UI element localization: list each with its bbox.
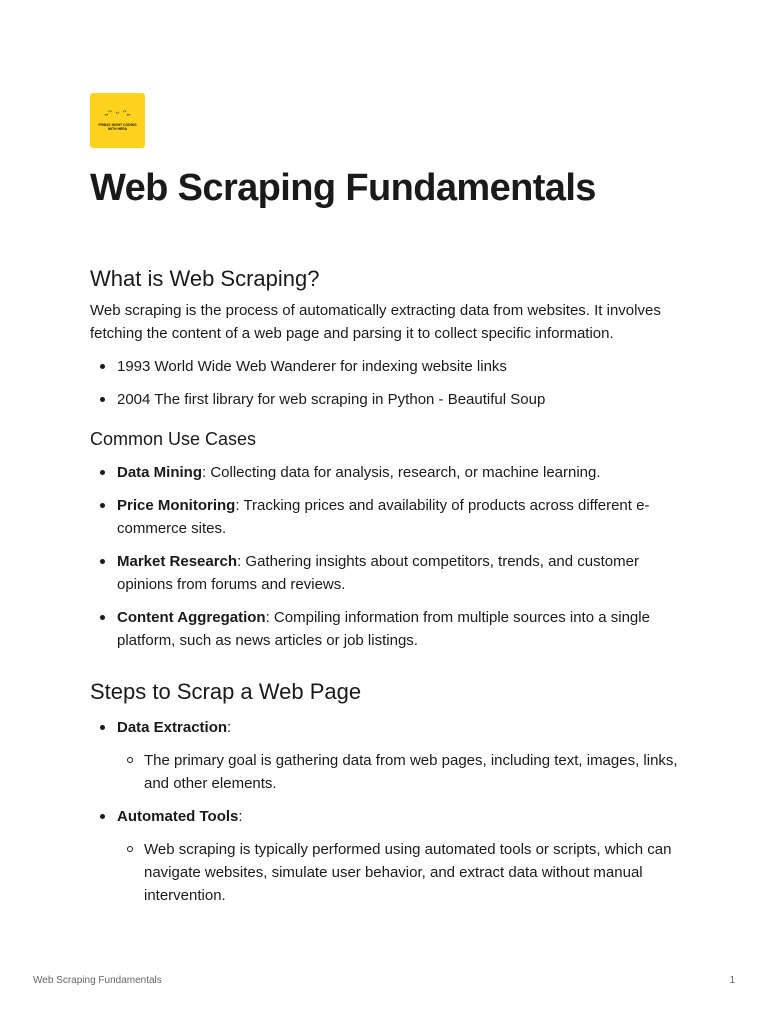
history-list xyxy=(90,355,690,411)
list-item xyxy=(90,550,690,596)
sub-list xyxy=(117,838,690,907)
section-heading-what-is: What is Web Scraping? xyxy=(90,266,320,291)
section-heading-steps: Steps to Scrap a Web Page xyxy=(90,679,362,704)
page-title: Web Scraping Fundamentals xyxy=(90,167,596,209)
use-case-desc: : Collecting data for analysis, research, or machine learning. xyxy=(202,464,601,481)
use-case-term: Content Aggregation xyxy=(117,609,266,626)
list-item xyxy=(90,461,690,484)
step-sub-text: The primary goal is gathering data from web pages, including text, images, links, and other elements. xyxy=(144,752,678,792)
use-case-term: Price Monitoring xyxy=(117,497,236,514)
sub-list-item xyxy=(117,838,690,907)
list-item xyxy=(90,494,690,540)
page-footer xyxy=(33,975,735,987)
use-case-desc: : Tracking prices and availability of products across different e-commerce sites. xyxy=(117,497,650,537)
document-page xyxy=(90,93,690,907)
list-item xyxy=(90,606,690,652)
footer-title: Web Scraping Fundamentals xyxy=(33,975,162,986)
list-item xyxy=(90,805,690,907)
logo-text: FRIDAY NIGHT CODING WITH HERA xyxy=(98,123,137,131)
logo-face-icon: ˶ᵔ ᵕ ᵔ˶ xyxy=(104,109,131,120)
use-case-term: Market Research xyxy=(117,553,238,570)
list-item xyxy=(90,388,690,411)
history-item-text: 1993 World Wide Web Wanderer for indexing website links xyxy=(117,358,507,375)
intro-paragraph: Web scraping is the process of automatically extracting data from websites. It involves fetching the content of a web page and parsing it to collect specific information. xyxy=(90,302,661,342)
sub-list xyxy=(117,749,690,795)
page-number: 1 xyxy=(729,975,735,986)
step-suffix: : xyxy=(227,719,232,736)
step-suffix: : xyxy=(238,808,243,825)
step-term: Data Extraction xyxy=(117,719,228,736)
use-case-term: Data Mining xyxy=(117,464,202,481)
use-case-desc: : Gathering insights about competitors, trends, and customer opinions from forums and reviews. xyxy=(117,553,639,593)
logo xyxy=(90,93,145,148)
step-sub-text: Web scraping is typically performed using automated tools or scripts, which can navigate websites, simulate user behavior, and extract data without manual intervention. xyxy=(144,841,672,904)
steps-list xyxy=(90,716,690,907)
list-item xyxy=(90,716,690,795)
sub-list-item xyxy=(117,749,690,795)
use-case-desc: : Compiling information from multiple sources into a single platform, such as news articles or job listings. xyxy=(117,609,650,649)
step-term: Automated Tools xyxy=(117,808,239,825)
list-item xyxy=(90,355,690,378)
subheading-use-cases: Common Use Cases xyxy=(90,429,257,449)
history-item-text: 2004 The first library for web scraping in Python - Beautiful Soup xyxy=(117,391,546,408)
use-cases-list xyxy=(90,461,690,652)
